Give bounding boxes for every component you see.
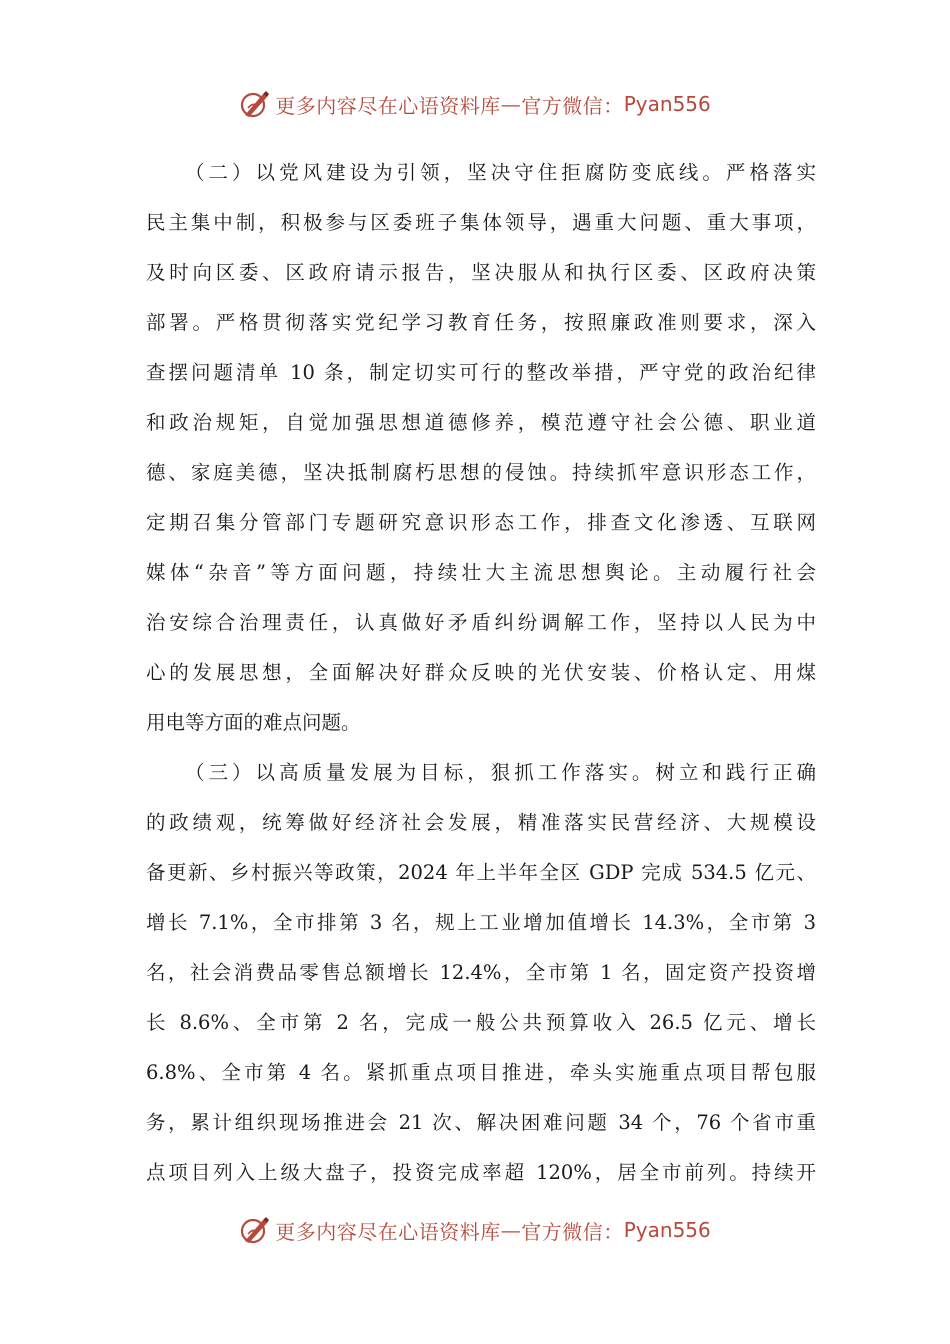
document-body (146, 148, 816, 1198)
text-line: 备更新、乡村振兴等政策，2024 年上半年全区 GDP 完成 534.5 亿元、 (146, 861, 816, 884)
banner-contact-label: 官方微信： (521, 1219, 624, 1244)
banner-contact-id: Pyan556 (623, 92, 711, 116)
text-line: 务，累计组织现场推进会 21 次、解决困难问题 34 个，76 个省市重 (146, 1111, 816, 1134)
pen-logo-icon (239, 88, 271, 120)
banner-title: 更多内容尽在心语资料库 (275, 93, 501, 118)
pen-logo-icon (239, 1214, 271, 1246)
text-line: 长 8.6%、全市第 2 名，完成一般公共预算收入 26.5 亿元、增长 (146, 1011, 816, 1034)
banner-separator: — (500, 1218, 522, 1242)
text-line: 名，社会消费品零售总额增长 12.4%，全市第 1 名，固定资产投资增 (146, 961, 816, 984)
text-line: 部署。严格贯彻落实党纪学习教育任务，按照廉政准则要求，深入 (146, 311, 816, 334)
banner-contact-label: 官方微信： (521, 93, 624, 118)
text-line: （二）以党风建设为引领，坚决守住拒腐防变底线。严格落实 (185, 161, 816, 184)
text-line: 及时向区委、区政府请示报告，坚决服从和执行区委、区政府决策 (146, 261, 816, 284)
text-line: （三）以高质量发展为目标，狠抓工作落实。树立和践行正确 (185, 761, 816, 784)
text-line: 增长 7.1%，全市排第 3 名，规上工业增加值增长 14.3%，全市第 3 (146, 911, 816, 934)
text-line: 媒体“杂音”等方面问题，持续壮大主流思想舆论。主动履行社会 (146, 561, 816, 584)
text-line: 查摆问题清单 10 条，制定切实可行的整改举措，严守党的政治纪律 (146, 361, 816, 384)
text-line: 定期召集分管部门专题研究意识形态工作，排查文化渗透、互联网 (146, 511, 816, 534)
header-banner (0, 84, 950, 124)
text-line: 用电等方面的难点问题。 (146, 711, 361, 734)
text-line: 治安综合治理责任，认真做好矛盾纠纷调解工作，坚持以人民为中 (146, 611, 816, 634)
banner-title: 更多内容尽在心语资料库 (275, 1219, 501, 1244)
footer-banner (0, 1210, 950, 1250)
text-line: 民主集中制，积极参与区委班子集体领导，遇重大问题、重大事项， (146, 211, 816, 234)
text-line: 心的发展思想，全面解决好群众反映的光伏安装、价格认定、用煤 (146, 661, 816, 684)
text-line: 的政绩观，统筹做好经济社会发展，精准落实民营经济、大规模设 (146, 811, 816, 834)
banner-contact-id: Pyan556 (623, 1218, 711, 1242)
banner-separator: — (500, 92, 522, 116)
text-line: 德、家庭美德，坚决抵制腐朽思想的侵蚀。持续抓牢意识形态工作， (146, 461, 816, 484)
text-line: 和政治规矩，自觉加强思想道德修养，模范遵守社会公德、职业道 (146, 411, 816, 434)
text-line: 6.8%、全市第 4 名。紧抓重点项目推进，牵头实施重点项目帮包服 (146, 1061, 816, 1084)
text-line: 点项目列入上级大盘子，投资完成率超 120%，居全市前列。持续开 (146, 1161, 816, 1184)
